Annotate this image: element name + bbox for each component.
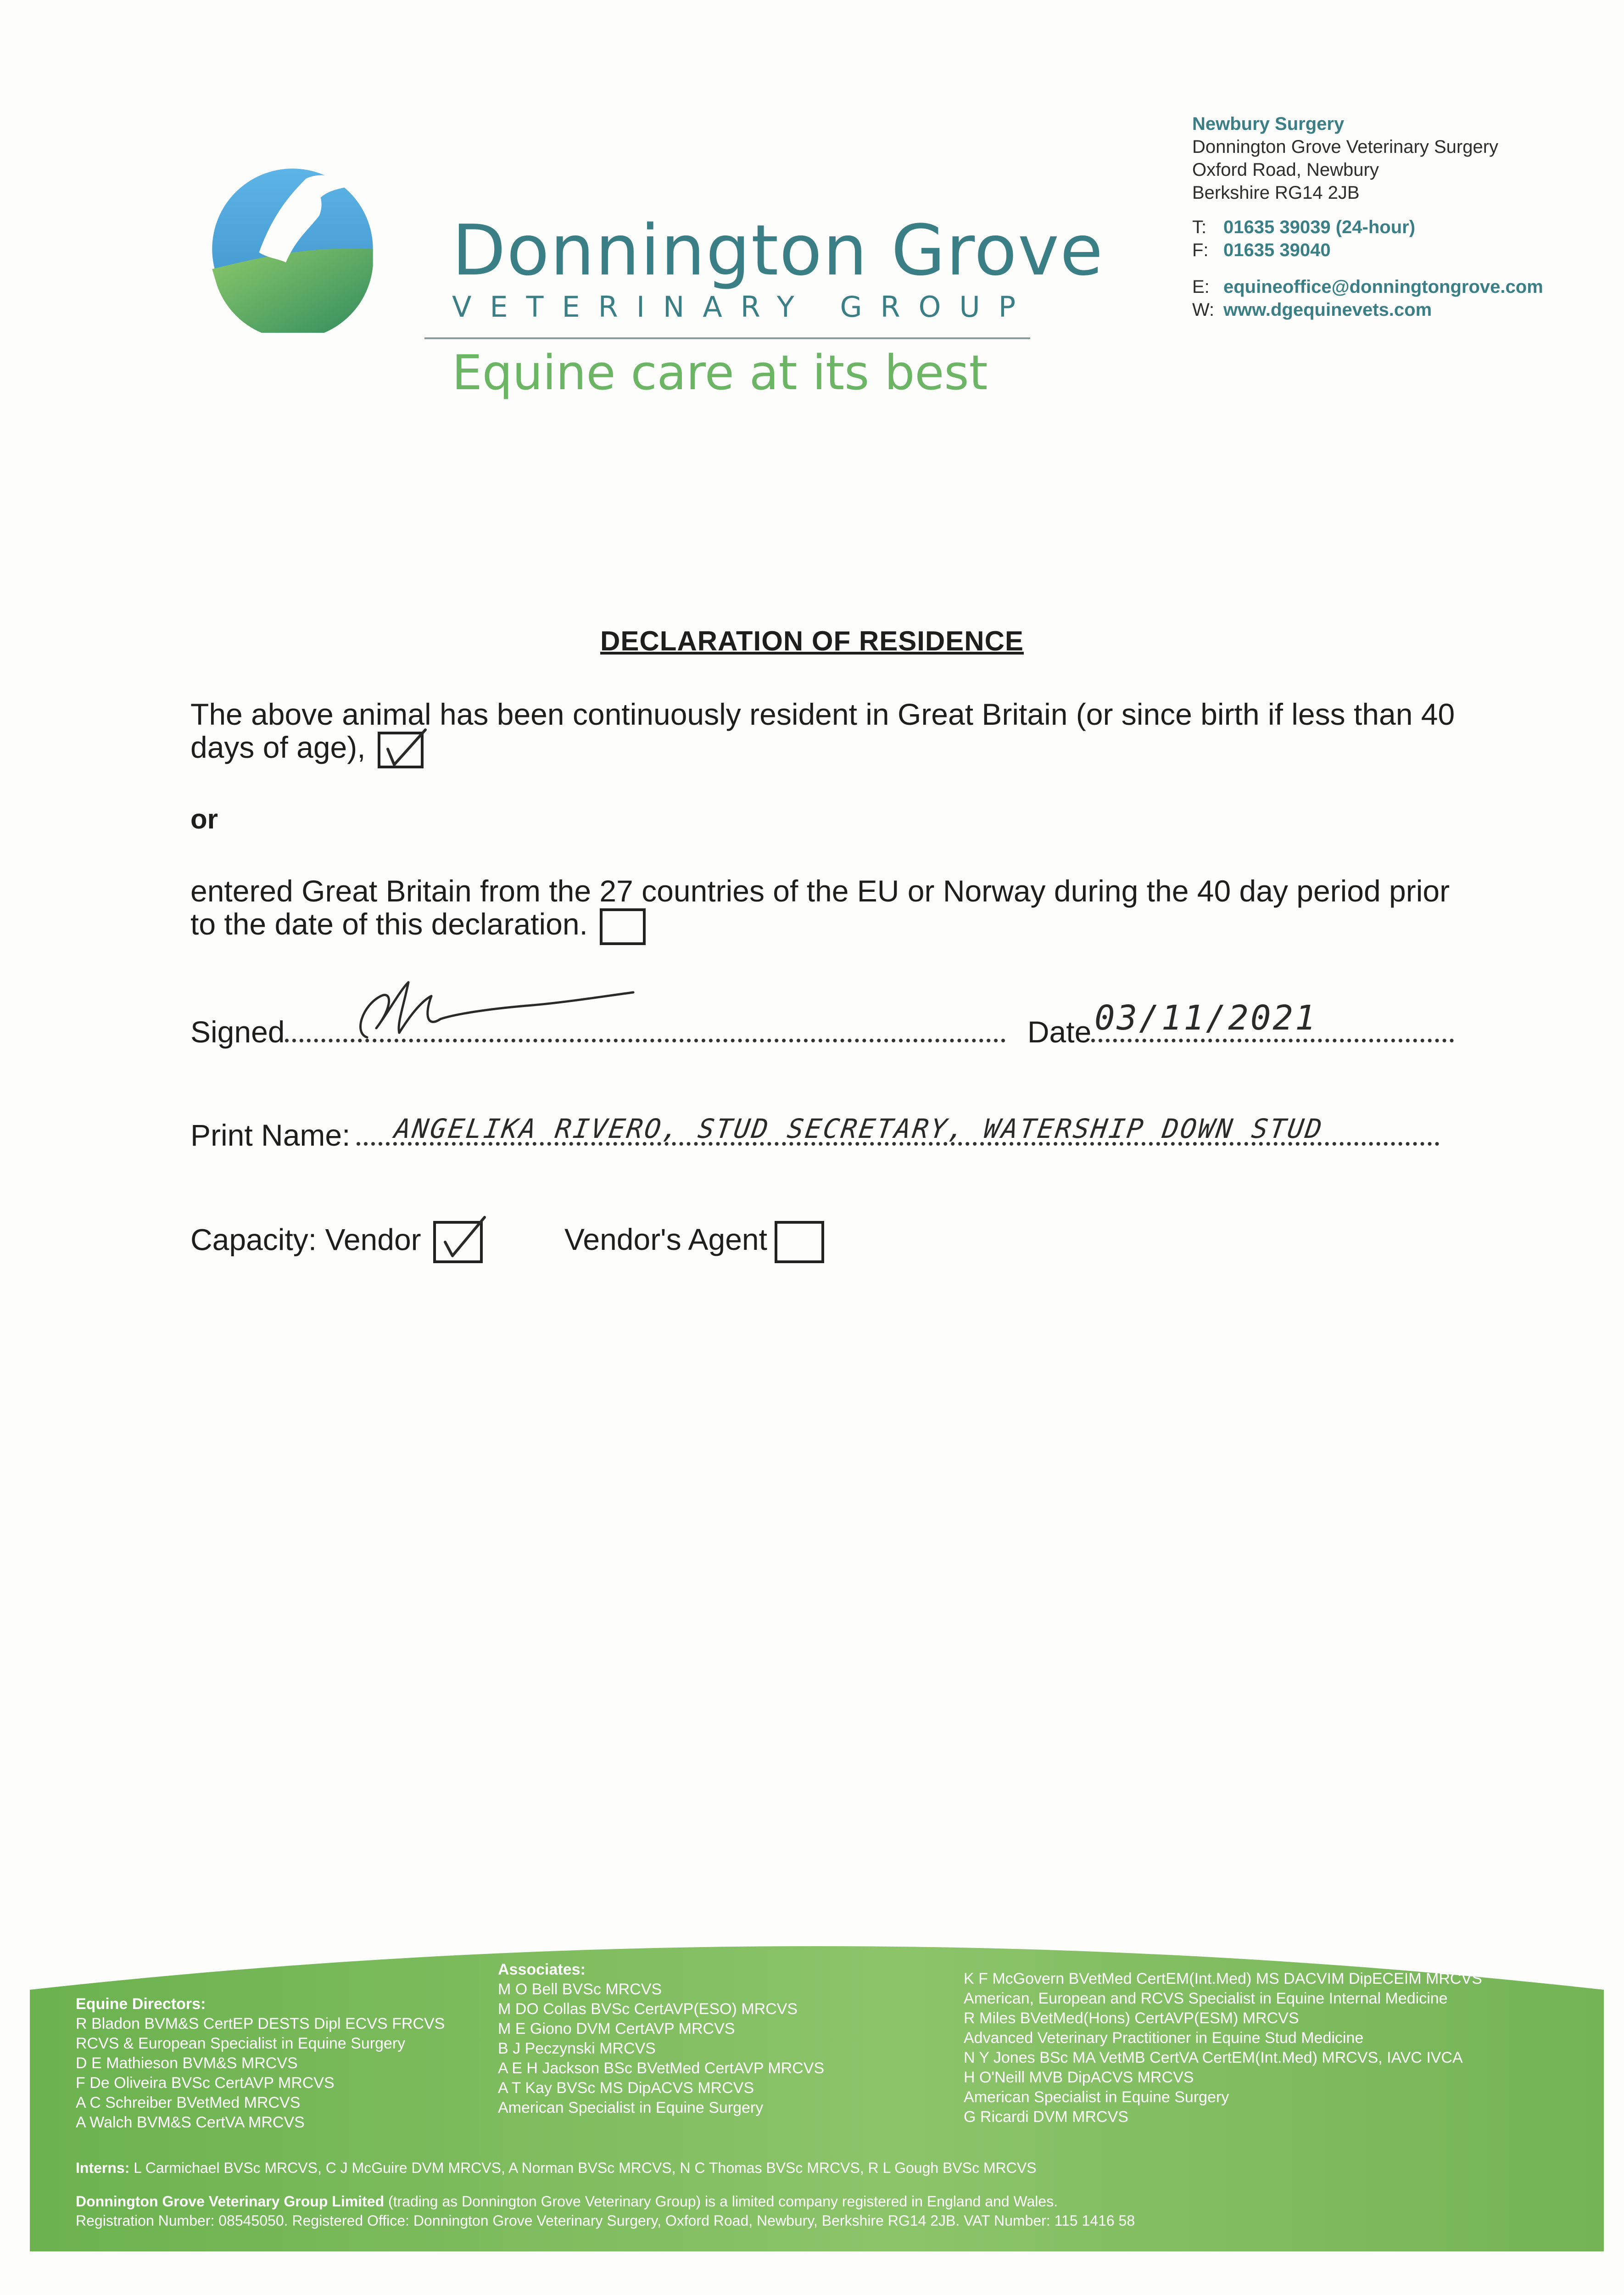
vendor-checkbox[interactable] <box>433 1221 483 1263</box>
directors-heading: Equine Directors: <box>76 1995 206 2013</box>
specialists-list <box>964 1969 1482 2127</box>
interns-names: L Carmichael BVSc MRCVS, C J McGuire DVM MRCVS, A Norman BVSc MRCVS, N C Thomas BVSc MRCVS, R L Gough BVSc MRCVS <box>134 2160 1037 2176</box>
resident-checkbox[interactable] <box>378 732 424 768</box>
email-link[interactable]: equineoffice@donningtongrove.com <box>1223 277 1543 297</box>
entered-paragraph <box>190 874 1466 945</box>
company-logo <box>209 165 376 333</box>
associate-entry: American Specialist in Equine Surgery <box>498 2099 764 2116</box>
surgery-name: Newbury Surgery <box>1192 114 1345 134</box>
or-label: or <box>190 804 218 834</box>
address-line: Oxford Road, Newbury <box>1192 160 1379 180</box>
specialist-entry: K F McGovern BVetMed CertEM(Int.Med) MS DACVIM DipECEIM MRCVS <box>964 1970 1482 1987</box>
entered-text: entered Great Britain from the 27 countries of the EU or Norway during the 40 day period prior to the date of this declaration. <box>190 874 1450 941</box>
surgery-address <box>1192 112 1498 204</box>
fax-label: F: <box>1192 240 1209 260</box>
declaration-title: DECLARATION OF RESIDENCE <box>600 626 1024 656</box>
interns-label: Interns: <box>76 2160 130 2176</box>
resident-text: The above animal has been continuously resident in Great Britain (or since birth if less than 40 days of age), <box>190 697 1455 764</box>
director-entry: A C Schreiber BVetMed MRCVS <box>76 2094 301 2111</box>
associate-entry: A E H Jackson BSc BVetMed CertAVP MRCVS <box>498 2060 825 2077</box>
check-mark-icon <box>433 1210 488 1265</box>
director-entry: D E Mathieson BVM&S MRCVS <box>76 2054 298 2072</box>
associate-entry: M E Giono DVM CertAVP MRCVS <box>498 2020 735 2038</box>
specialist-entry: American Specialist in Equine Surgery <box>964 2088 1229 2106</box>
registration-text: Registration Number: 08545050. Registered Office: Donnington Grove Veterinary Surgery, Oxford Road, Newbury, Berkshire RG14 2JB. VAT Number: 115 1416 58 <box>76 2212 1135 2229</box>
director-entry: A Walch BVM&S CertVA MRCVS <box>76 2114 305 2131</box>
director-entry: F De Oliveira BVSc CertAVP MRCVS <box>76 2074 335 2092</box>
specialist-entry: H O'Neill MVB DipACVS MRCVS <box>964 2069 1194 2086</box>
directors-list <box>76 1994 445 2133</box>
brand-tagline: Equine care at its best <box>452 345 988 401</box>
entered-checkbox[interactable] <box>600 908 646 945</box>
brand-name: Donnington Grove <box>452 210 1104 291</box>
phone-number: 01635 39039 (24-hour) <box>1223 217 1416 237</box>
capacity-label: Capacity: Vendor <box>190 1222 421 1257</box>
print-name-label: Print Name: <box>190 1118 351 1152</box>
specialist-entry: American, European and RCVS Specialist in Equine Internal Medicine <box>964 1990 1448 2007</box>
interns-line <box>76 2160 1037 2177</box>
phone-label: T: <box>1192 217 1207 237</box>
website-link[interactable]: www.dgequinevets.com <box>1223 300 1432 320</box>
associate-entry: B J Peczynski MRCVS <box>498 2040 656 2057</box>
web-label: W: <box>1192 300 1215 320</box>
email-label: E: <box>1192 277 1210 297</box>
specialist-entry: G Ricardi DVM MRCVS <box>964 2108 1128 2126</box>
address-line: Donnington Grove Veterinary Surgery <box>1192 137 1499 157</box>
brand-subtitle: VETERINARY GROUP <box>452 290 1034 324</box>
web-block <box>1192 275 1543 321</box>
director-entry: R Bladon BVM&S CertEP DESTS Dipl ECVS FRCVS <box>76 2015 445 2032</box>
company-info <box>76 2192 1135 2230</box>
capacity-row <box>190 1221 824 1263</box>
associates-list <box>498 1960 824 2118</box>
associate-entry: M DO Collas BVSc CertAVP(ESO) MRCVS <box>498 2000 798 2018</box>
brand-divider <box>424 337 1030 339</box>
check-mark-icon <box>378 721 433 776</box>
specialist-entry: Advanced Veterinary Practitioner in Equine Stud Medicine <box>964 2029 1364 2047</box>
address-line: Berkshire RG14 2JB <box>1192 183 1360 203</box>
associate-entry: A T Kay BVSc MS DipACVS MRCVS <box>498 2079 754 2097</box>
signed-label: Signed <box>190 1015 285 1049</box>
agent-checkbox[interactable] <box>775 1221 824 1263</box>
company-name: Donnington Grove Veterinary Group Limited <box>76 2193 385 2210</box>
phone-block <box>1192 216 1415 262</box>
associates-heading: Associates: <box>498 1961 586 1978</box>
specialist-entry: R Miles BVetMed(Hons) CertAVP(ESM) MRCVS <box>964 2010 1299 2027</box>
date-value: 03/11/2021 <box>1094 998 1317 1038</box>
director-entry: RCVS & European Specialist in Equine Surgery <box>76 2035 406 2052</box>
resident-paragraph <box>190 698 1466 768</box>
company-text: (trading as Donnington Grove Veterinary Group) is a limited company registered in England and Wales. <box>388 2193 1058 2210</box>
associate-entry: M O Bell BVSc MRCVS <box>498 1981 662 1998</box>
date-label: Date <box>1027 1015 1092 1049</box>
print-name-value: ANGELIKA RIVERO, STUD SECRETARY, WATERSHIP DOWN STUD <box>392 1113 1326 1144</box>
agent-label: Vendor's Agent <box>564 1222 767 1257</box>
signature-scribble <box>349 964 652 1058</box>
fax-number: 01635 39040 <box>1223 240 1331 260</box>
specialist-entry: N Y Jones BSc MA VetMB CertVA CertEM(Int.Med) MRCVS, IAVC IVCA <box>964 2049 1463 2066</box>
